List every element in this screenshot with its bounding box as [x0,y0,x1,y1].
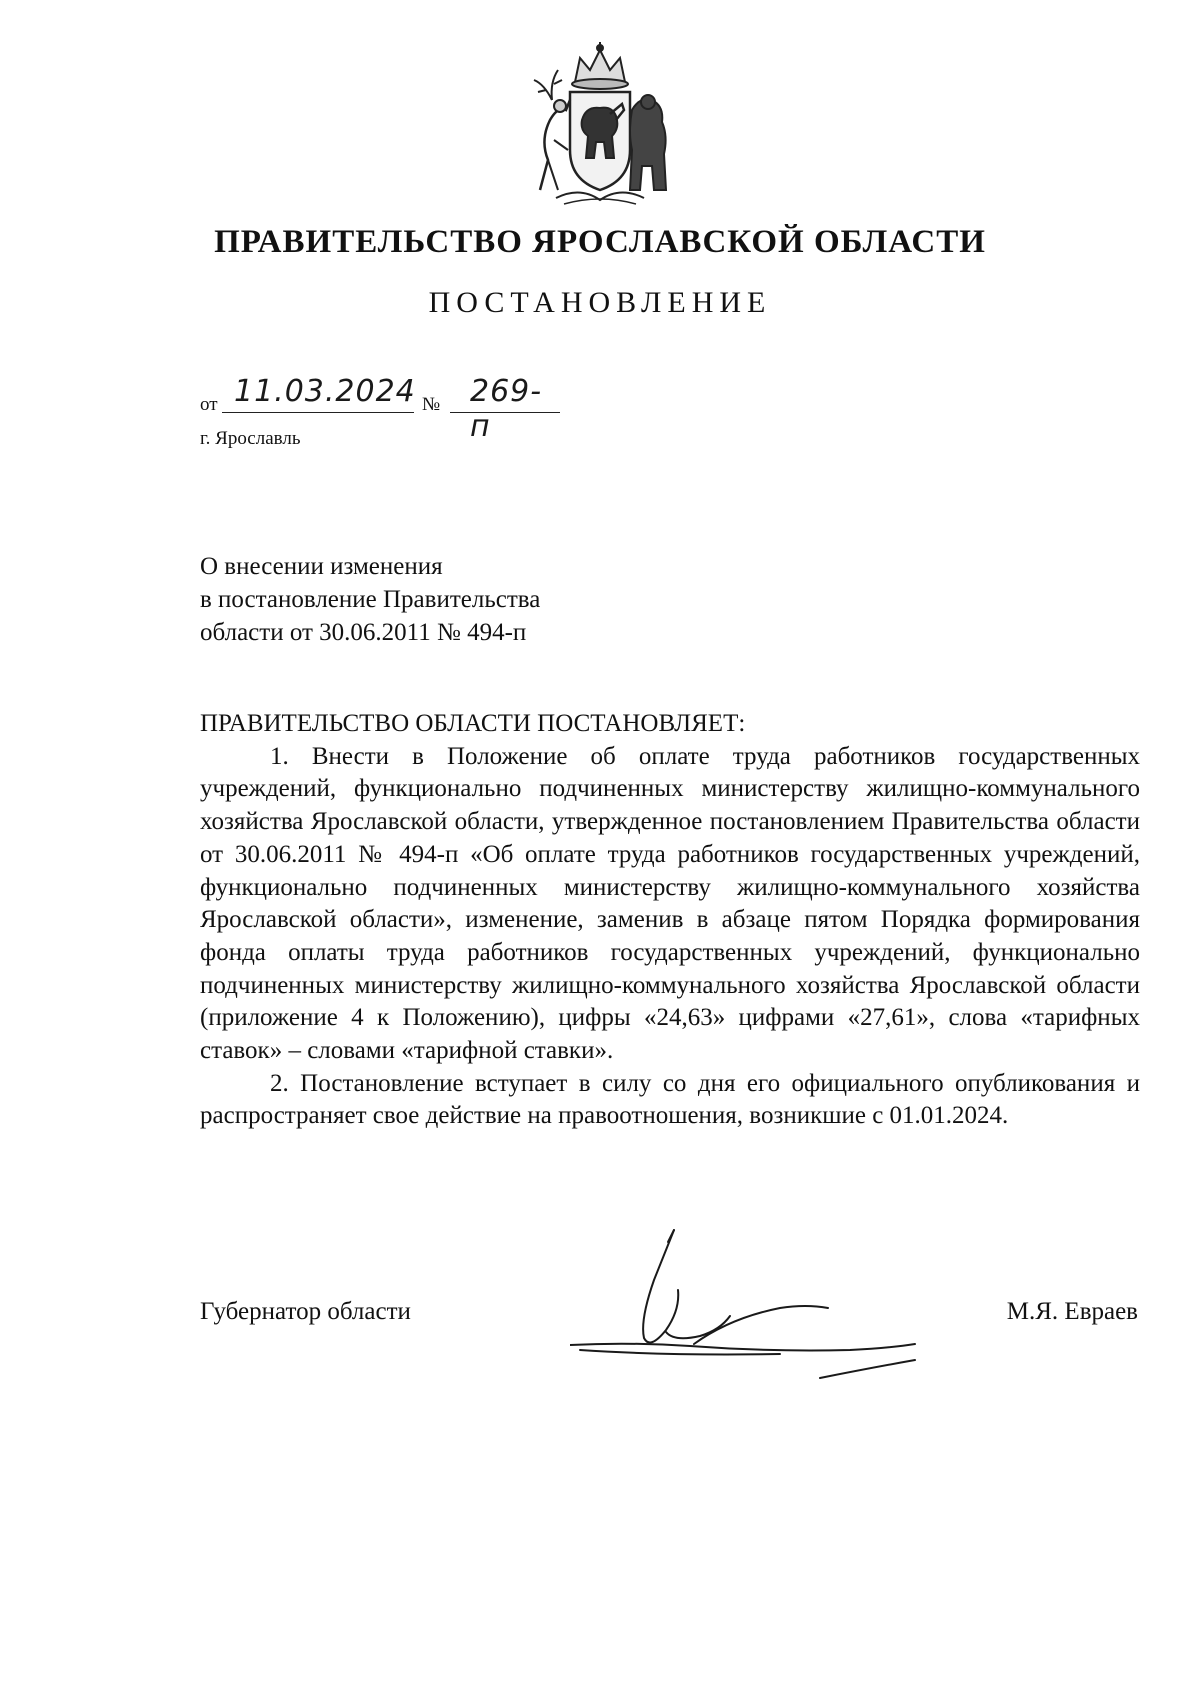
subject-line: в постановление Правительства [200,586,541,613]
handwritten-number: 269-п [470,374,543,444]
date-field [222,374,416,413]
handwritten-signature-icon [570,1220,940,1380]
signer-name: М.Я. Евраев [1006,1298,1138,1325]
decree-body [200,708,1140,1133]
coat-of-arms-icon [520,40,680,210]
subject-line: области от 30.06.2011 № 494-п [200,619,527,646]
decree-lead: ПРАВИТЕЛЬСТВО ОБЛАСТИ ПОСТАНОВЛЯЕТ: [200,710,746,737]
signer-position: Губернатор области [200,1298,411,1325]
decree-paragraph: 2. Постановление вступает в силу со дня его официального опубликования и распространяет свое действие на правоотношения, возникшие с 01.01.2024. [200,1069,1140,1130]
subject-block [200,550,540,649]
subject-line: О внесении изменения [200,553,443,580]
document-type: ПОСТАНОВЛЕНИЕ [428,286,772,319]
decree-paragraph: 1. Внести в Положение об оплате труда работников государственных учреждений, функционально подчиненных министерству жилищно-коммунального хозяйства Ярославской области, утвержденное постановлением Правительства области от 30.06.2011 № 494-п «Об оплате труда работников государственных учреждений, функционально подчиненных министерству жилищно-коммунального хозяйства Ярославской области», изменение, заменив в абзаце пятом Порядка формирования фонда оплаты труда работников государственных учреждений, функционально подчиненных министерству жилищно-коммунального хозяйства Ярославской области (приложение 4 к Положению), цифры «24,63» цифрами «27,61», слова «тарифных ставок» – словами «тарифной ставки». [200,742,1140,1065]
number-label: № [422,394,441,415]
city: г. Ярославль [200,428,301,449]
date-prefix: от [200,394,218,415]
government-title: ПРАВИТЕЛЬСТВО ЯРОСЛАВСКОЙ ОБЛАСТИ [214,224,986,260]
handwritten-date: 11.03.2024 [234,374,416,409]
number-field [450,374,560,444]
